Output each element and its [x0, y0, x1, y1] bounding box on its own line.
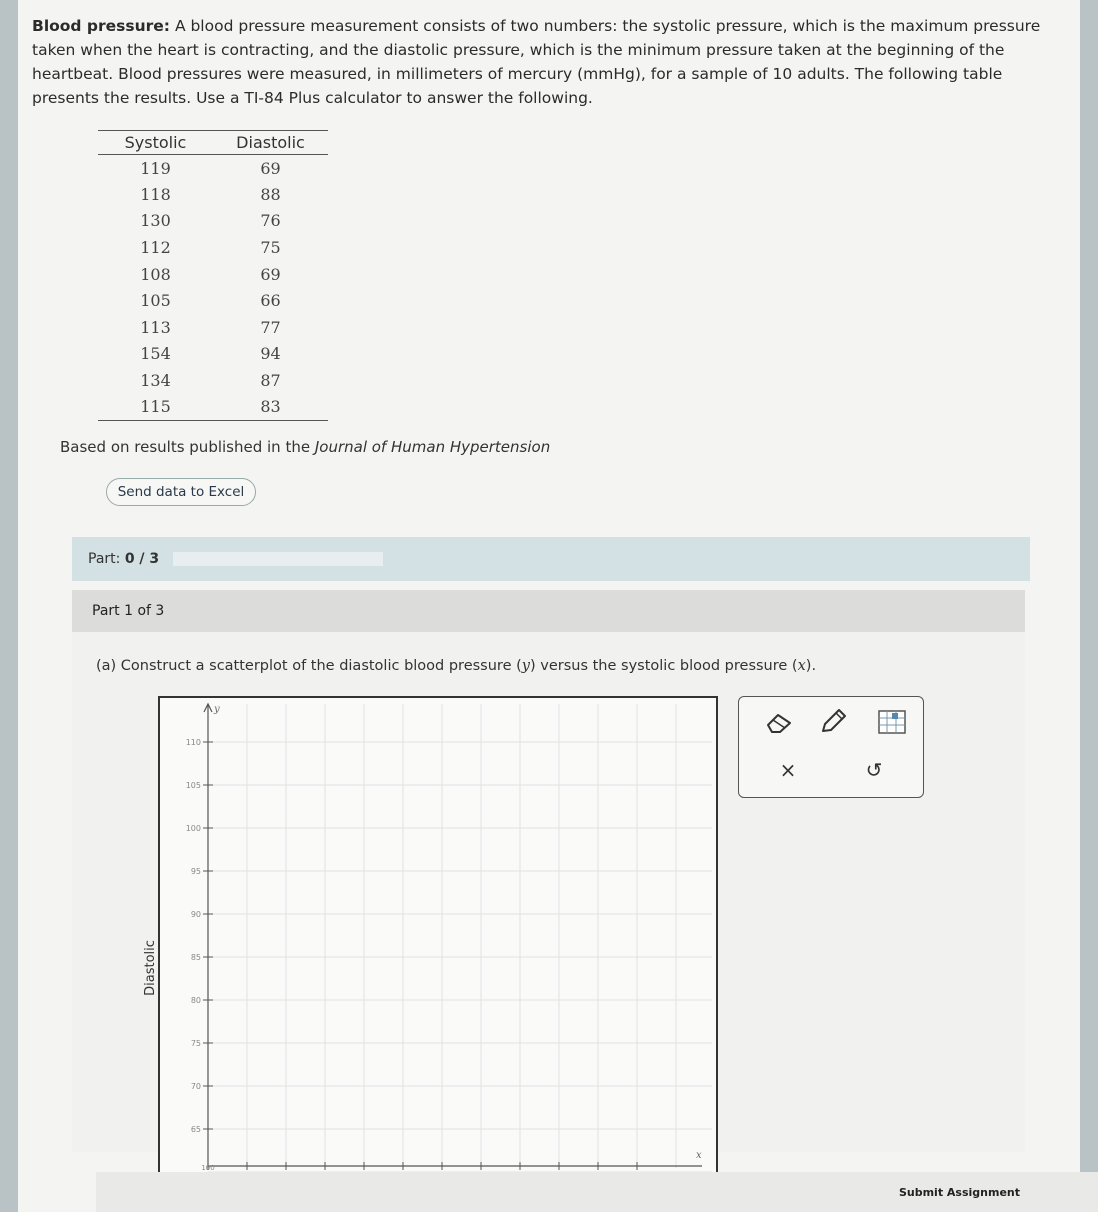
y-tick-label: 75: [190, 1039, 201, 1048]
question-text: (a) Construct a scatterplot of the diastolic blood pressure (y) versus the systolic blood pressure (x).: [96, 658, 817, 674]
eraser-icon: [764, 711, 794, 733]
systolic-cell: 113: [140, 317, 171, 337]
y-tick-label: 105: [185, 781, 201, 790]
graph-toolbox: [738, 696, 924, 798]
table-row: [98, 261, 328, 288]
y-tick-label: 65: [190, 1125, 201, 1134]
y-tick-label: 80: [190, 996, 201, 1005]
x-variable-label: x: [696, 1150, 702, 1161]
systolic-cell: 154: [140, 344, 171, 364]
header-diastolic: Diastolic: [213, 131, 328, 155]
systolic-cell: 119: [140, 158, 171, 178]
table-row: [98, 234, 328, 261]
y-tick-label: 100: [185, 824, 201, 833]
y-tick-label: 110: [185, 738, 201, 747]
diastolic-cell: 83: [213, 394, 328, 421]
y-tick-label: 70: [190, 1082, 201, 1091]
problem-statement: [32, 14, 1072, 110]
grid-tool-button[interactable]: [875, 707, 909, 737]
diastolic-cell: 87: [260, 371, 281, 391]
y-axis-title: Diastolic: [143, 940, 158, 996]
grid-icon: [877, 709, 907, 735]
diastolic-cell: 75: [260, 238, 281, 258]
eraser-tool-button[interactable]: [759, 707, 799, 737]
systolic-cell: 115: [98, 394, 213, 421]
assignment-page: [18, 0, 1080, 1212]
table-row: [98, 314, 328, 341]
diastolic-cell: 66: [260, 291, 281, 311]
table-row: [98, 181, 328, 208]
diastolic-cell: 76: [260, 211, 281, 231]
systolic-cell: 130: [140, 211, 171, 231]
diastolic-cell: 69: [260, 158, 281, 178]
table-row: [98, 394, 328, 421]
systolic-cell: 112: [140, 238, 171, 258]
y-tick-label: 95: [190, 867, 201, 876]
table-row: [98, 341, 328, 368]
source-note: Based on results published in the Journal of Human Hypertension: [60, 438, 551, 456]
submit-assignment-button[interactable]: Submit Assignment: [898, 1186, 1020, 1199]
table-row: [98, 208, 328, 235]
diastolic-cell: 77: [260, 317, 281, 337]
pencil-tool-button[interactable]: [813, 705, 853, 737]
progress-track: [173, 552, 383, 566]
y-tick-label: 85: [190, 953, 201, 962]
scatterplot-canvas[interactable]: [143, 696, 718, 1174]
send-to-excel-button[interactable]: Send data to Excel: [106, 478, 256, 506]
pencil-icon: [818, 707, 848, 735]
table-row: [98, 287, 328, 314]
diastolic-cell: 94: [260, 344, 281, 364]
diastolic-cell: 88: [260, 184, 281, 204]
part-progress-bar: [72, 537, 1030, 581]
systolic-cell: 108: [140, 264, 171, 284]
header-systolic: Systolic: [98, 131, 213, 155]
undo-button[interactable]: ↺: [865, 758, 883, 782]
part-body: [72, 632, 1025, 1172]
x-tick-label: 100: [201, 1164, 215, 1172]
part-progress-label: Part: 0 / 3: [88, 551, 160, 567]
table-row: [98, 155, 328, 182]
graph-svg[interactable]: [143, 698, 716, 1172]
y-variable-label: y: [214, 704, 220, 715]
table-row: [98, 367, 328, 394]
blood-pressure-table: [98, 130, 328, 421]
part-header: Part 1 of 3: [72, 590, 1025, 632]
systolic-cell: 118: [140, 184, 171, 204]
journal-name: Journal of Human Hypertension: [314, 438, 551, 456]
problem-text: A blood pressure measurement consists of two numbers: the systolic pressure, which is the maximum pressure taken when the heart is contracting, and the diastolic pressure, which is the minimum pressure taken at the beginning of the heartbeat. Blood pressures were measured, in millimeters of mercury (mmHg), for a sample of 10 adults. The following table presents the results. Use a TI-84 Plus calculator to answer the following.: [32, 17, 1041, 107]
problem-title: Blood pressure:: [32, 17, 171, 35]
systolic-cell: 134: [140, 371, 171, 391]
diastolic-cell: 69: [260, 264, 281, 284]
clear-button[interactable]: ×: [779, 758, 797, 782]
systolic-cell: 105: [140, 291, 171, 311]
y-tick-label: 90: [190, 910, 201, 919]
